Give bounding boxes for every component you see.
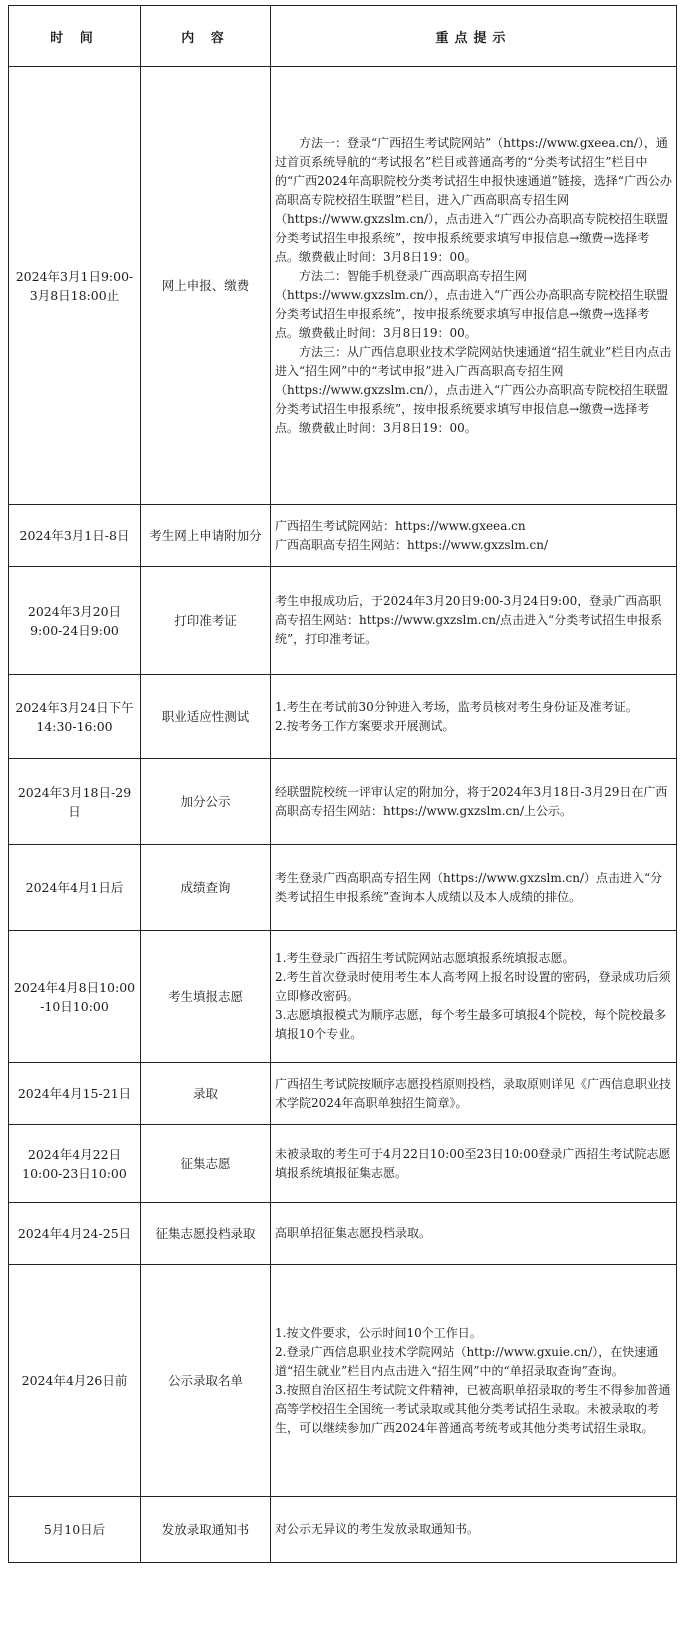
note-line: 广西高职高专招生网站：https://www.gxzslm.cn/: [275, 537, 549, 552]
note-line: 考生登录广西高职高专招生网（https://www.gxzslm.cn/）点击进入“分类考试招生申报系统”查询本人成绩以及本人成绩的排位。: [275, 870, 663, 904]
row-note: [271, 675, 677, 759]
table-row: [9, 1203, 677, 1265]
table-row: [9, 505, 677, 567]
row-note: [271, 1125, 677, 1203]
table-row: [9, 845, 677, 931]
row-note: [271, 67, 677, 505]
row-item: 发放录取通知书: [141, 1497, 271, 1563]
row-note: [271, 1063, 677, 1125]
note-line: 3.志愿填报模式为顺序志愿，每个考生最多可填报4个院校，每个院校最多填报10个专业。: [275, 1008, 667, 1041]
table-row: [9, 1063, 677, 1125]
row-note: [271, 567, 677, 675]
row-time: 2024年4月22日10:00-23日10:00: [9, 1125, 141, 1203]
row-note: [271, 505, 677, 567]
table-row: [9, 759, 677, 845]
row-item: 成绩查询: [141, 845, 271, 931]
row-item: 公示录取名单: [141, 1265, 271, 1497]
table-header-row: [9, 6, 677, 67]
note-line: 1.考生登录广西招生考试院网站志愿填报系统填报志愿。: [275, 951, 575, 965]
row-item: 网上申报、缴费: [141, 67, 271, 505]
row-note: [271, 759, 677, 845]
row-time: 2024年3月20日9:00-24日9:00: [9, 567, 141, 675]
row-item: 考生网上申请附加分: [141, 505, 271, 567]
row-time: 2024年4月26日前: [9, 1265, 141, 1497]
row-note: [271, 1497, 677, 1563]
note-line: 2.登录广西信息职业技术学院网站（http://www.gxuie.cn/），在快速通道“招生就业”栏目内点击进入“招生网”中的“单招录取查询”查询。: [275, 1344, 659, 1378]
table-row: [9, 67, 677, 505]
row-note: [271, 1203, 677, 1265]
note-line: 广西招生考试院按顺序志愿投档原则投档，录取原则详见《广西信息职业技术学院2024年高职单独招生简章》。: [275, 1076, 672, 1110]
table-row: [9, 567, 677, 675]
note-line: 3.按照自治区招生考试院文件精神，已被高职单招录取的考生不得参加普通高等学校招生全国统一考试录取或其他分类考试招生录取。未被录取的考生，可以继续参加广西2024年普通高考统考或其他分类考试招生录取。: [275, 1382, 671, 1435]
note-line: 1.考生在考试前30分钟进入考场，监考员核对考生身份证及准考证。: [275, 699, 638, 714]
table-row: [9, 1125, 677, 1203]
header-content: 内 容: [141, 6, 271, 67]
note-line: 经联盟院校统一评审认定的附加分，将于2024年3月18日-3月29日在广西高职高专招生网站：https://www.gxzslm.cn/上公示。: [275, 784, 668, 818]
note-line: 方法一：登录“广西招生考试院网站”（https://www.gxeea.cn/），通过首页系统导航的“考试报名”栏目或普通高考的“分类考试招生”栏目中的“广西2024年高职院校分类考试招生申报快速通道”链接，选择“广西公办高职高专院校招生联盟”栏目，进入广西高职高专招生网（https://www.gxzslm.cn/），点击进入“广西公办高职高专院校招生联盟分类考试招生申报系统”，按申报系统要求填写申报信息→缴费→选择考点。缴费截止时间：3月8日19：00。: [275, 135, 672, 264]
header-note: 重点提示: [271, 6, 677, 67]
row-item: 加分公示: [141, 759, 271, 845]
row-time: 2024年4月24-25日: [9, 1203, 141, 1265]
row-note: [271, 931, 677, 1063]
row-item: 打印准考证: [141, 567, 271, 675]
note-line: 方法二：智能手机登录广西高职高专招生网（https://www.gxzslm.cn/），点击进入“广西公办高职高专院校招生联盟分类考试招生申报系统”，按申报系统要求填写申报信息→缴费→选择考点。缴费截止时间：3月8日19：00。: [275, 268, 669, 340]
row-item: 征集志愿: [141, 1125, 271, 1203]
note-line: 考生申报成功后，于2024年3月20日9:00-3月24日9:00，登录广西高职高专招生网站：https://www.gxzslm.cn/点击进入“分类考试招生申报系统”，打印准考证。: [275, 594, 663, 646]
row-time: 2024年4月15-21日: [9, 1063, 141, 1125]
row-time: 2024年3月1日9:00-3月8日18:00止: [9, 67, 141, 505]
row-time: 5月10日后: [9, 1497, 141, 1563]
row-item: 职业适应性测试: [141, 675, 271, 759]
note-line: 广西招生考试院网站：https://www.gxeea.cn: [275, 518, 526, 533]
note-line: 未被录取的考生可于4月22日10:00至23日10:00登录广西招生考试院志愿填报系统填报征集志愿。: [275, 1146, 671, 1180]
note-line: 高职单招征集志愿投档录取。: [275, 1226, 432, 1240]
table-row: [9, 1497, 677, 1563]
row-note: [271, 845, 677, 931]
note-line: 2.按考务工作方案要求开展测试。: [275, 718, 455, 733]
table-row: [9, 1265, 677, 1497]
row-time: 2024年3月18日-29日: [9, 759, 141, 845]
header-time: 时 间: [9, 6, 141, 67]
table-row: [9, 931, 677, 1063]
row-time: 2024年3月24日下午14:30-16:00: [9, 675, 141, 759]
note-line: 2.考生首次登录时使用考生本人高考网上报名时设置的密码，登录成功后须立即修改密码。: [275, 970, 671, 1003]
table-row: [9, 675, 677, 759]
row-item: 征集志愿投档录取: [141, 1203, 271, 1265]
row-time: 2024年4月1日后: [9, 845, 141, 931]
row-time: 2024年3月1日-8日: [9, 505, 141, 567]
row-note: [271, 1265, 677, 1497]
note-line: 1.按文件要求，公示时间10个工作日。: [275, 1325, 482, 1340]
note-line: 对公示无异议的考生发放录取通知书。: [275, 1522, 480, 1536]
admission-schedule-table: [8, 5, 677, 1563]
row-item: 录取: [141, 1063, 271, 1125]
note-line: 方法三：从广西信息职业技术学院网站快速通道“招生就业”栏目内点击进入“招生网”中的“考试申报”进入广西高职高专招生网（https://www.gxzslm.cn/），点击进入“广西公办高职高专院校招生联盟分类考试招生申报系统”，按申报系统要求填写申报信息→缴费→选择考点。缴费截止时间：3月8日19：00。: [275, 344, 672, 435]
row-item: 考生填报志愿: [141, 931, 271, 1063]
row-time: 2024年4月8日10:00 -10日10:00: [9, 931, 141, 1063]
